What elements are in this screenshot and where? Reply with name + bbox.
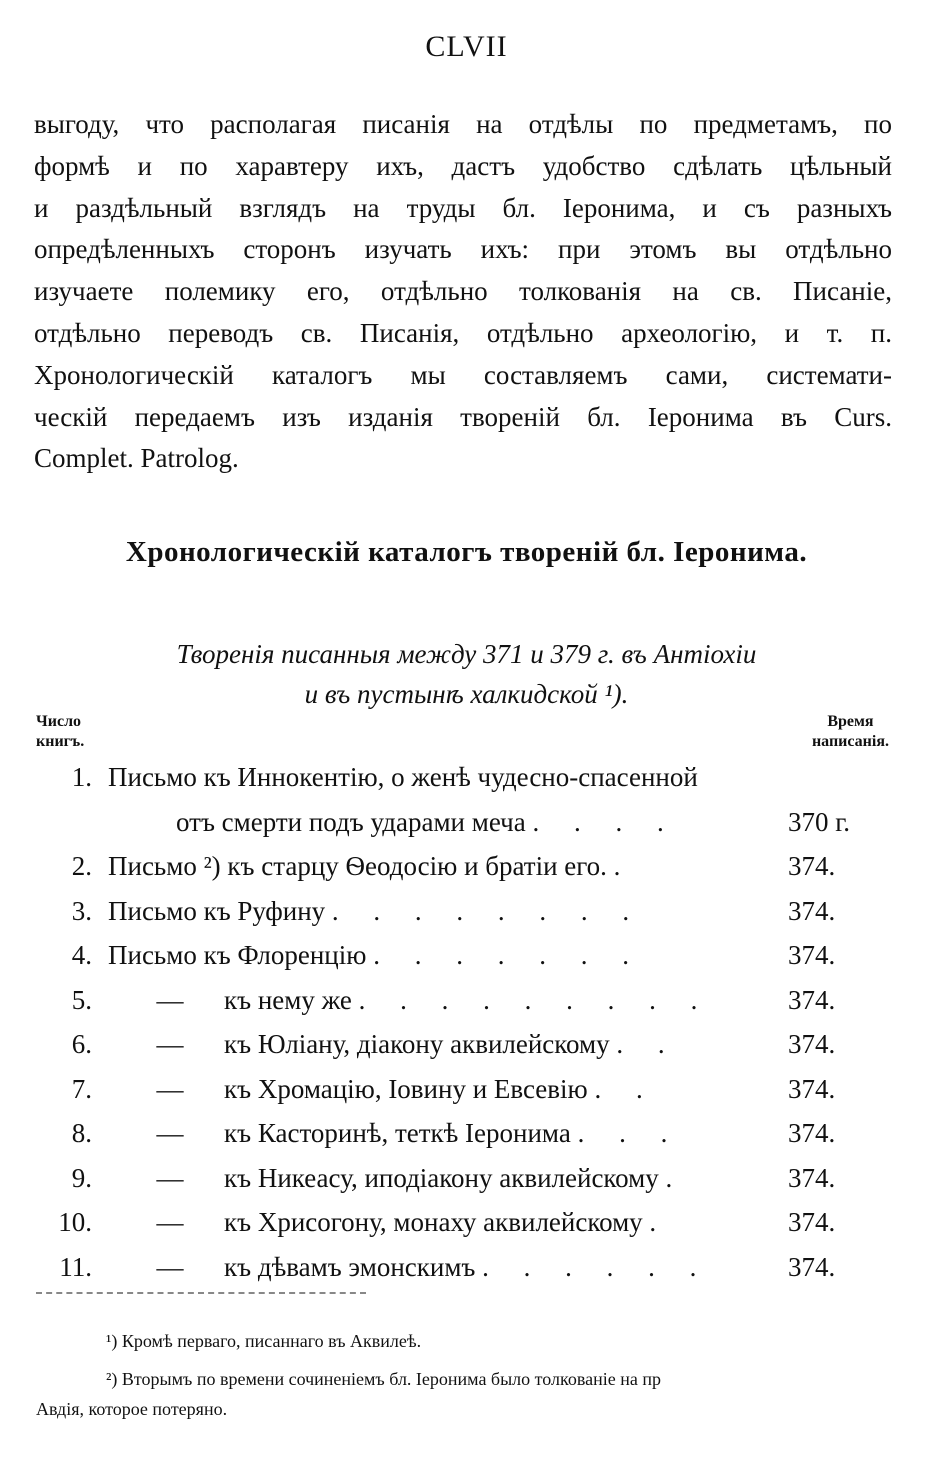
entry-text-continuation — [176, 807, 678, 838]
list-item — [0, 1029, 933, 1074]
entry-text: къ Касторинѣ, теткѣ Іеронима — [224, 1118, 571, 1148]
leader-dots: . . . . . . . . . — [358, 984, 712, 1015]
entry-text: къ Никеасу, иподіакону аквилейскому — [224, 1162, 659, 1193]
entry-text-wrap — [224, 1163, 686, 1194]
entry-text-wrap — [224, 1252, 710, 1283]
list-item — [0, 1118, 933, 1163]
entry-number: 3. — [71, 895, 92, 926]
entry-text-wrap — [108, 896, 643, 927]
entry-date: 374. — [788, 1251, 836, 1282]
ditto-dash: — — [156, 1251, 184, 1282]
entry-text: отъ смерти подъ ударами меча — [176, 806, 526, 837]
entry-date: 374. — [788, 984, 836, 1015]
list-item — [0, 1074, 933, 1119]
list-item — [0, 896, 933, 941]
entry-number: 5. — [71, 984, 92, 1015]
list-item — [0, 807, 933, 852]
entry-date: 374. — [788, 895, 836, 926]
column-header-text: Время — [827, 713, 874, 730]
entry-text-wrap — [224, 1029, 679, 1060]
intro-line: выгоду, что располагая писанія на отдѣлы по предметамъ, по — [34, 109, 892, 139]
entry-date: 374. — [788, 1118, 836, 1148]
entry-date: 374. — [788, 1073, 836, 1104]
entry-text: Письмо къ Иннокентію, о женѣ чудесно-спасенной — [108, 762, 698, 792]
entry-number: 2. — [71, 851, 92, 881]
column-header-text: Число — [36, 713, 82, 730]
entry-text: къ Юліану, діакону аквилейскому — [224, 1029, 610, 1059]
leader-dots: . . — [594, 1073, 657, 1104]
leader-dots: . . . — [577, 1118, 682, 1148]
leader-dots: . . . . — [532, 806, 678, 837]
entry-text: къ дѣвамъ эмонскимъ — [224, 1251, 476, 1282]
entry-text: къ Хрисогону, монаху аквилейскому — [224, 1207, 643, 1237]
leader-dots: . . . . . . — [482, 1251, 711, 1282]
leader-dots: . — [613, 851, 635, 881]
column-header-number — [36, 712, 84, 752]
entry-text-wrap — [224, 1207, 670, 1238]
entry-number: 4. — [71, 940, 92, 970]
list-item — [0, 1163, 933, 1208]
subtitle-line: Творенія писанныя между 371 и 379 г. въ Антіохіи — [176, 639, 757, 669]
entry-date: 374. — [788, 1207, 836, 1237]
ditto-dash: — — [156, 1029, 184, 1059]
intro-line: Хронологическій каталогъ мы составляемъ сами, системати- — [34, 359, 892, 390]
entry-number: 6. — [71, 1029, 92, 1059]
list-item — [0, 1252, 933, 1297]
catalog-subtitle — [0, 634, 933, 714]
intro-line: изучаете полемику его, отдѣльно толкованія на св. Писаніе, — [34, 276, 892, 307]
leader-dots: . . . . . . . . — [331, 895, 644, 926]
entry-date: 374. — [788, 940, 836, 970]
list-item — [0, 940, 933, 985]
column-header-date — [812, 712, 889, 752]
footnote-2 — [36, 1364, 896, 1424]
page-folio: CLVII — [425, 30, 508, 63]
ditto-dash: — — [156, 1162, 184, 1193]
entry-text: къ нему же — [224, 984, 352, 1015]
intro-line: опредѣленныхъ сторонъ изучать ихъ: при этомъ вы отдѣльно — [34, 234, 892, 265]
leader-dots: . . — [616, 1029, 679, 1059]
entry-number: 1. — [71, 762, 92, 792]
footnote-text: Авдія, которое потеряно. — [36, 1399, 228, 1419]
footnote-1: ¹) Кромѣ перваго, писаннаго въ Аквилеѣ. — [106, 1331, 422, 1351]
entry-text: Письмо къ Руфину — [108, 895, 326, 926]
ditto-dash: — — [156, 1073, 184, 1104]
leader-dots: . — [665, 1162, 687, 1193]
ditto-dash: — — [156, 1118, 184, 1148]
list-item — [0, 851, 933, 896]
entry-text: Письмо къ Флоренцію — [108, 940, 367, 970]
column-header-text: написанія. — [811, 733, 889, 750]
entry-text: къ Хромацію, Іовину и Евсевію — [224, 1073, 588, 1104]
entry-date: 374. — [788, 1029, 836, 1059]
entry-number: 7. — [71, 1073, 92, 1104]
leader-dots: . — [649, 1207, 671, 1237]
ditto-dash: — — [156, 1207, 184, 1237]
entry-text: Письмо ²) къ старцу Ѳеодосію и братіи его. — [108, 851, 607, 881]
intro-line: формѣ и по харавтеру ихъ, дастъ удобство сдѣлать цѣльный — [34, 150, 892, 181]
entry-number: 10. — [58, 1207, 92, 1237]
intro-paragraph — [34, 104, 892, 480]
catalog-entries — [0, 762, 933, 1296]
leader-dots: . . . . . . . — [373, 940, 643, 970]
entry-text-wrap — [108, 851, 634, 882]
intro-line: отдѣльно переводъ св. Писанія, отдѣльно археологію, и т. п. — [34, 317, 892, 348]
entry-number: 11. — [59, 1251, 92, 1282]
entry-number: 9. — [71, 1162, 92, 1193]
catalog-title: Хронологическій каталогъ твореній бл. Іеронима. — [125, 536, 808, 568]
entry-date: 374. — [788, 851, 836, 881]
entry-text-wrap — [224, 985, 711, 1016]
entry-text-wrap — [224, 1118, 681, 1149]
intro-line: Complet. Patrolog. — [34, 443, 239, 474]
entry-date: 374. — [788, 1162, 836, 1193]
subtitle-line: и въ пустынѣ халкидской ¹). — [304, 679, 629, 709]
entry-date: 370 г. — [788, 806, 851, 837]
intro-line: ческій передаемъ изъ изданія твореній бл. Іеронима въ Curs. — [34, 401, 892, 432]
list-item — [0, 762, 933, 807]
entry-number: 8. — [71, 1118, 92, 1148]
intro-line: и раздѣльный взглядъ на труды бл. Іеронима, и съ разныхъ — [34, 192, 892, 223]
ditto-dash: — — [156, 984, 184, 1015]
column-header-text: книгъ. — [36, 733, 85, 750]
list-item — [0, 1207, 933, 1252]
entry-text-wrap — [224, 1074, 657, 1105]
list-item — [0, 985, 933, 1030]
footnote-rule — [36, 1292, 366, 1294]
footnote-text: ²) Вторымъ по времени сочиненіемъ бл. Іеронима было толкованіе на пр — [106, 1369, 662, 1389]
entry-text-wrap — [108, 940, 643, 971]
